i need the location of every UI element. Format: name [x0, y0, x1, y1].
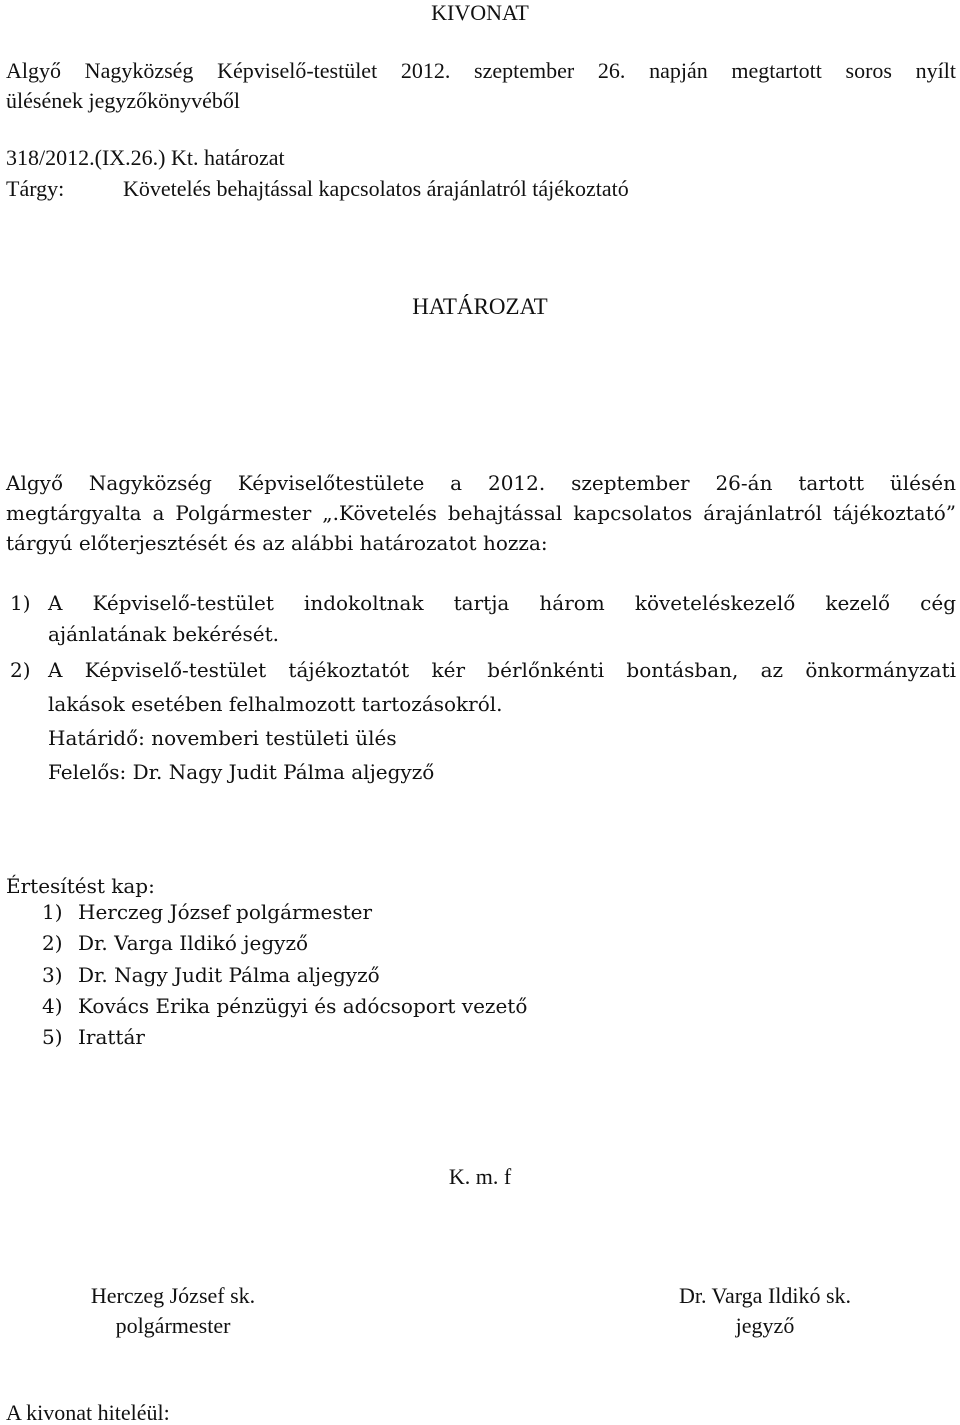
- notify-item-number: 4): [42, 994, 63, 1018]
- intro-line-3: tárgyú előterjesztését és az alábbi határozatot hozza:: [6, 531, 548, 555]
- notify-item-text: Dr. Nagy Judit Pálma aljegyző: [78, 963, 380, 987]
- notify-item-number: 3): [42, 963, 63, 987]
- signature-right-title: jegyző: [735, 1313, 795, 1338]
- notify-item-number: 2): [42, 931, 63, 955]
- decision-heading: HATÁROZAT: [412, 294, 548, 319]
- point-1-line-2: ajánlatának bekérését.: [48, 622, 279, 646]
- signature-right-name: Dr. Varga Ildikó sk.: [678, 1283, 852, 1308]
- notify-item-text: Kovács Erika pénzügyi és adócsoport vezető: [78, 994, 528, 1018]
- notify-item-text: Irattár: [78, 1025, 145, 1049]
- source-line-1: Algyő Nagyközség Képviselő-testület 2012. szeptember 26. napján megtartott soros nyílt: [6, 58, 956, 83]
- deadline-line: Határidő: novemberi testületi ülés: [48, 726, 397, 750]
- document-title-kivonat: KIVONAT: [431, 0, 529, 25]
- notify-item-number: 1): [42, 900, 63, 924]
- notify-item-number: 5): [42, 1025, 63, 1049]
- certified-line: A kivonat hiteléül:: [6, 1400, 170, 1425]
- intro-line-2: megtárgyalta a Polgármester „.Követelés behajtással kapcsolatos árajánlatról tájékoztató”: [6, 501, 956, 525]
- signature-left-name: Herczeg József sk.: [90, 1283, 256, 1308]
- subject-text: Követelés behajtással kapcsolatos árajánlatról tájékoztató: [123, 176, 629, 201]
- point-number: 1): [10, 591, 31, 615]
- point-number: 2): [10, 658, 31, 682]
- kmf-line: K. m. f: [448, 1164, 512, 1189]
- notify-title: Értesítést kap:: [6, 874, 155, 898]
- subject-label: Tárgy:: [6, 176, 65, 201]
- source-line-2: ülésének jegyzőkönyvéből: [6, 88, 240, 113]
- decision-number: 318/2012.(IX.26.) Kt. határozat: [6, 145, 285, 170]
- notify-item-text: Herczeg József polgármester: [78, 900, 373, 924]
- signature-left-title: polgármester: [115, 1313, 231, 1338]
- point-1-line-1: A Képviselő-testület indokoltnak tartja három követeléskezelő kezelő cég: [48, 591, 956, 615]
- notify-item-text: Dr. Varga Ildikó jegyző: [78, 931, 309, 955]
- point-2-line-2: lakások esetében felhalmozott tartozásokról.: [48, 692, 503, 716]
- responsible-line: Felelős: Dr. Nagy Judit Pálma aljegyző: [48, 760, 435, 784]
- intro-line-1: Algyő Nagyközség Képviselőtestülete a 2012. szeptember 26-án tartott ülésén: [6, 471, 956, 495]
- point-2-line-1: A Képviselő-testület tájékoztatót kér bérlőnkénti bontásban, az önkormányzati: [48, 658, 956, 682]
